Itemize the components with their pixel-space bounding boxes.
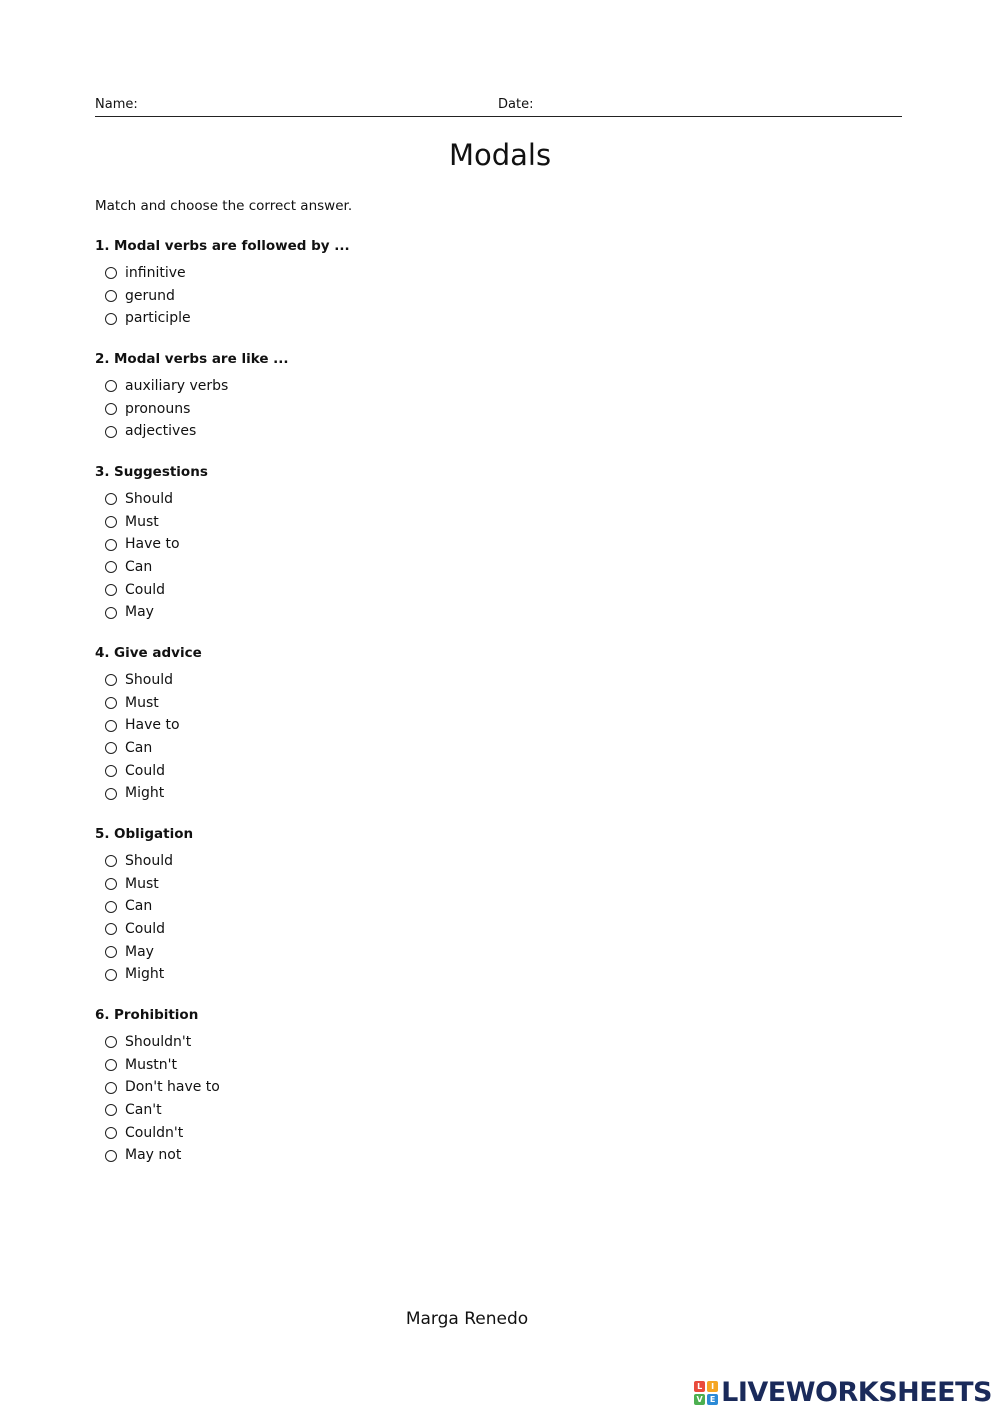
radio-option[interactable] xyxy=(95,714,695,737)
radio-option[interactable] xyxy=(95,1076,695,1099)
radio-circle-icon[interactable] xyxy=(105,516,117,528)
logo-letter: V xyxy=(694,1394,705,1405)
option-label: Could xyxy=(125,762,165,779)
radio-option[interactable] xyxy=(95,262,695,285)
question-5 xyxy=(95,825,695,1006)
option-label: Can't xyxy=(125,1102,162,1119)
option-label: Can xyxy=(125,740,153,757)
option-label: Must xyxy=(125,694,159,711)
radio-circle-icon[interactable] xyxy=(105,855,117,867)
option-label: Could xyxy=(125,921,165,938)
question-2 xyxy=(95,350,695,463)
radio-circle-icon[interactable] xyxy=(105,720,117,732)
option-label: Should xyxy=(125,853,173,869)
question-text: Modal verbs are followed by ... xyxy=(114,238,350,254)
question-1 xyxy=(95,237,695,350)
radio-circle-icon[interactable] xyxy=(105,1150,117,1162)
option-label: Have to xyxy=(125,536,180,553)
radio-option[interactable] xyxy=(95,941,695,964)
radio-option[interactable] xyxy=(95,307,695,330)
radio-circle-icon[interactable] xyxy=(105,969,117,981)
question-text: Modal verbs are like ... xyxy=(114,351,289,367)
option-label: auxiliary verbs xyxy=(125,378,229,394)
question-title xyxy=(95,1006,695,1028)
brand-wordmark: LIVEWORKSHEETS xyxy=(721,1377,992,1408)
page-title: Modals xyxy=(448,138,552,172)
radio-option[interactable] xyxy=(95,601,695,624)
option-label: Shouldn't xyxy=(125,1034,192,1050)
radio-option[interactable] xyxy=(95,692,695,715)
question-number: 4. xyxy=(95,645,110,661)
radio-circle-icon[interactable] xyxy=(105,1059,117,1071)
logo-blocks-icon xyxy=(694,1381,718,1405)
radio-circle-icon[interactable] xyxy=(105,1082,117,1094)
question-3 xyxy=(95,463,695,644)
radio-circle-icon[interactable] xyxy=(105,380,117,392)
question-number: 5. xyxy=(95,826,110,842)
question-title xyxy=(95,825,695,847)
radio-circle-icon[interactable] xyxy=(105,878,117,890)
option-label: Can xyxy=(125,898,153,915)
question-number: 3. xyxy=(95,464,110,480)
radio-circle-icon[interactable] xyxy=(105,584,117,596)
radio-circle-icon[interactable] xyxy=(105,788,117,800)
question-6 xyxy=(95,1006,695,1186)
radio-option[interactable] xyxy=(95,737,695,760)
option-label: Should xyxy=(125,491,173,507)
radio-option[interactable] xyxy=(95,1144,695,1167)
question-number: 1. xyxy=(95,238,110,254)
option-label: Must xyxy=(125,875,159,892)
radio-option[interactable] xyxy=(95,285,695,308)
radio-circle-icon[interactable] xyxy=(105,946,117,958)
question-number: 2. xyxy=(95,351,110,367)
radio-circle-icon[interactable] xyxy=(105,923,117,935)
radio-circle-icon[interactable] xyxy=(105,539,117,551)
question-list xyxy=(95,237,695,1186)
radio-option[interactable] xyxy=(95,1031,695,1054)
question-text: Obligation xyxy=(114,826,194,842)
radio-option[interactable] xyxy=(95,918,695,941)
radio-circle-icon[interactable] xyxy=(105,493,117,505)
option-label: May not xyxy=(125,1147,182,1164)
name-date-line xyxy=(95,96,902,117)
option-label: adjectives xyxy=(125,423,197,440)
radio-circle-icon[interactable] xyxy=(105,1104,117,1116)
radio-circle-icon[interactable] xyxy=(105,267,117,279)
option-label: Must xyxy=(125,513,159,530)
radio-option[interactable] xyxy=(95,375,695,398)
radio-circle-icon[interactable] xyxy=(105,561,117,573)
radio-circle-icon[interactable] xyxy=(105,697,117,709)
radio-option[interactable] xyxy=(95,579,695,602)
radio-option[interactable] xyxy=(95,669,695,692)
question-title xyxy=(95,237,695,259)
option-label: Might xyxy=(125,966,165,983)
option-label: May xyxy=(125,604,154,621)
radio-circle-icon[interactable] xyxy=(105,313,117,325)
option-label: Should xyxy=(125,672,173,688)
option-label: Couldn't xyxy=(125,1124,184,1141)
option-label: Mustn't xyxy=(125,1056,177,1073)
option-label: Could xyxy=(125,581,165,598)
name-label: Name: xyxy=(95,97,138,112)
radio-circle-icon[interactable] xyxy=(105,1036,117,1048)
question-number: 6. xyxy=(95,1007,110,1023)
radio-option[interactable] xyxy=(95,420,695,443)
option-label: Don't have to xyxy=(125,1079,220,1096)
radio-option[interactable] xyxy=(95,488,695,511)
radio-option[interactable] xyxy=(95,895,695,918)
radio-circle-icon[interactable] xyxy=(105,1127,117,1139)
question-text: Prohibition xyxy=(114,1007,199,1023)
instructions: Match and choose the correct answer. xyxy=(95,198,353,214)
radio-option[interactable] xyxy=(95,1122,695,1145)
radio-circle-icon[interactable] xyxy=(105,901,117,913)
question-title xyxy=(95,463,695,485)
option-label: Might xyxy=(125,785,165,802)
radio-circle-icon[interactable] xyxy=(105,674,117,686)
radio-option[interactable] xyxy=(95,556,695,579)
option-label: Have to xyxy=(125,717,180,734)
question-title xyxy=(95,350,695,372)
radio-option[interactable] xyxy=(95,533,695,556)
radio-circle-icon[interactable] xyxy=(105,607,117,619)
radio-circle-icon[interactable] xyxy=(105,403,117,415)
question-title xyxy=(95,644,695,666)
option-label: May xyxy=(125,943,154,960)
radio-option[interactable] xyxy=(95,760,695,783)
radio-option[interactable] xyxy=(95,511,695,534)
option-label: Can xyxy=(125,559,153,576)
logo-letter: I xyxy=(707,1381,718,1392)
radio-circle-icon[interactable] xyxy=(105,290,117,302)
option-label: infinitive xyxy=(125,265,186,281)
radio-option[interactable] xyxy=(95,963,695,986)
author-name: Marga Renedo xyxy=(405,1309,529,1329)
option-label: gerund xyxy=(125,287,175,304)
option-label: pronouns xyxy=(125,400,191,417)
question-text: Give advice xyxy=(114,645,202,661)
question-text: Suggestions xyxy=(114,464,208,480)
logo-letter: L xyxy=(694,1381,705,1392)
radio-circle-icon[interactable] xyxy=(105,765,117,777)
radio-option[interactable] xyxy=(95,782,695,805)
radio-option[interactable] xyxy=(95,850,695,873)
option-label: participle xyxy=(125,310,191,327)
radio-option[interactable] xyxy=(95,873,695,896)
radio-option[interactable] xyxy=(95,1054,695,1077)
radio-circle-icon[interactable] xyxy=(105,426,117,438)
liveworksheets-logo[interactable] xyxy=(694,1377,992,1408)
radio-option[interactable] xyxy=(95,398,695,421)
logo-letter: E xyxy=(707,1394,718,1405)
radio-circle-icon[interactable] xyxy=(105,742,117,754)
radio-option[interactable] xyxy=(95,1099,695,1122)
question-4 xyxy=(95,644,695,825)
date-label: Date: xyxy=(498,97,534,112)
